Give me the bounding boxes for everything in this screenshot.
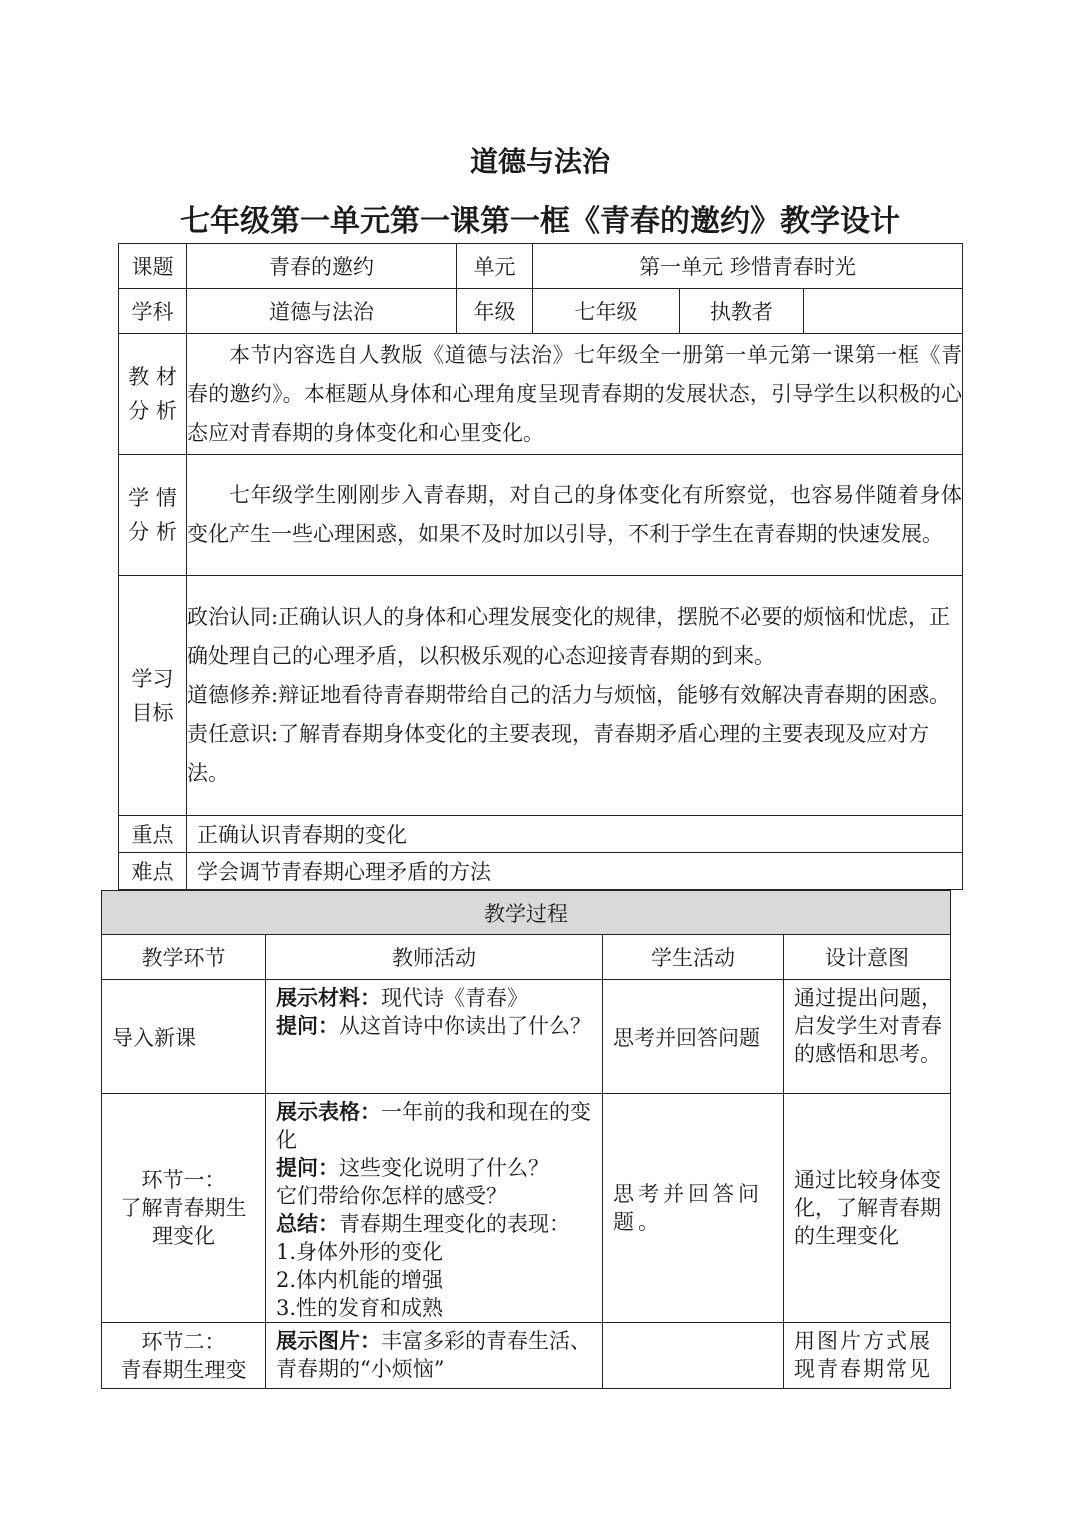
col-teacher: 教师活动 [266,935,603,980]
row2-student: 思考并回答问题。 [603,1094,784,1323]
row3-stage [102,1323,266,1389]
nianji-label: 年级 [457,289,533,334]
row2-t2-text: 这些变化说明了什么？ [339,1156,549,1180]
row3-student [603,1323,784,1389]
row2-t1-kw: 展示表格： [276,1100,381,1124]
xueke-value: 道德与法治 [187,289,457,334]
row2-t3-text: 青春期生理变化的表现： [339,1212,570,1236]
mubiao-label-line2: 目标 [131,700,174,725]
row3-stage-line1: 环节二： [141,1329,226,1354]
row2-t2b: 它们带给你怎样的感受？ [276,1184,507,1208]
row2-teacher [266,1094,603,1323]
goal-political: 政治认同:正确认识人的身体和心理发展变化的规律，摆脱不必要的烦恼和忧虑，正确处理自己的心理矛盾，以积极乐观的心态迎接青春期的到来。 [187,605,951,668]
row3-stage-line2: 青春期生理变 [120,1357,247,1382]
row2-intent: 通过比较身体变化，了解青春期的生理变化 [784,1094,951,1323]
row1-t1-kw: 展示材料： [276,986,381,1010]
jiaocai-text-cell [187,334,963,455]
keti-label: 课题 [119,244,187,289]
xueqing-text: 七年级学生刚刚步入青春期，对自己的身体变化有所察觉，也容易伴随着身体变化产生一些心理困惑，如果不及时加以引导，不利于学生在青春期的快速发展。 [187,483,962,546]
row1-t2-text: 从这首诗中你读出了什么？ [339,1014,591,1038]
row1-stage: 导入新课 [102,980,266,1094]
zhongdian-label: 重点 [119,816,187,853]
jiaocai-label-line1: 教 材 [128,365,177,389]
row1-intent: 通过提出问题，启发学生对青春的感悟和思考。 [784,980,951,1094]
xueqing-text-cell [187,455,963,576]
row2-t1-text: 一年前的我和现在的变化 [276,1100,591,1152]
xueqing-label-line1: 学 情 [128,486,177,510]
zhijiao-label: 执教者 [680,289,804,334]
goal-responsibility: 责任意识:了解青春期身体变化的主要表现，青春期矛盾心理的主要表现及应对方法。 [187,722,930,785]
danyuan-label: 单元 [457,244,533,289]
danyuan-value: 第一单元 珍惜青春时光 [533,244,963,289]
process-table [101,890,951,1389]
doc-title: 道德与法治 [469,145,610,178]
xueqing-label-line2: 分 析 [128,520,177,544]
row1-student: 思考并回答问题 [603,980,784,1094]
goal-moral: 道德修养:辩证地看待青春期带给自己的活力与烦恼，能够有效解决青春期的困惑。 [187,683,951,707]
doc-subtitle: 七年级第一单元第一课第一框《青春的邀约》教学设计 [180,204,900,239]
row2-item2: 2.体内机能的增强 [276,1268,444,1292]
process-header: 教学过程 [102,891,951,935]
row2-item1: 1.身体外形的变化 [276,1240,444,1264]
row3-t1-text: 丰富多彩的青春生活、青春期的“小烦恼” [276,1329,591,1381]
row2-item3: 3.性的发育和成熟 [276,1296,444,1320]
row2-stage [102,1094,266,1323]
mubiao-label [119,576,187,816]
jiaocai-text: 本节内容选自人教版《道德与法治》七年级全一册第一单元第一课第一框《青春的邀约》。本框题从身体和心理角度呈现青春期的发展状态，引导学生以积极的心态应对青春期的身体变化和心里变化。 [187,342,962,445]
mubiao-label-line1: 学习 [131,666,174,691]
col-stage: 教学环节 [102,935,266,980]
row3-teacher [266,1323,603,1389]
info-table [118,243,963,890]
row3-intent: 用图片方式展现青春期常见 [784,1323,951,1389]
col-intent: 设计意图 [784,935,951,980]
zhongdian-value: 正确认识青春期的变化 [187,816,963,853]
row1-t1-text: 现代诗《青春》 [381,986,528,1010]
nianji-value: 七年级 [533,289,680,334]
keti-value: 青春的邀约 [187,244,457,289]
nandian-value: 学会调节青春期心理矛盾的方法 [187,853,963,890]
zhijiao-value [804,289,963,334]
jiaocai-label-line2: 分 析 [128,399,177,423]
mubiao-text-cell [187,576,963,816]
row1-t2-kw: 提问： [276,1014,339,1038]
row1-teacher [266,980,603,1094]
jiaocai-label [119,334,187,455]
xueqing-label [119,455,187,576]
col-student: 学生活动 [603,935,784,980]
row2-t3-kw: 总结： [276,1212,339,1236]
row2-stage-line1: 环节一： [141,1168,226,1192]
row2-t2-kw: 提问： [276,1156,339,1180]
row2-stage-line2: 了解青春期生理变化 [120,1196,247,1248]
xueke-label: 学科 [119,289,187,334]
row3-t1-kw: 展示图片： [276,1329,381,1353]
nandian-label: 难点 [119,853,187,890]
